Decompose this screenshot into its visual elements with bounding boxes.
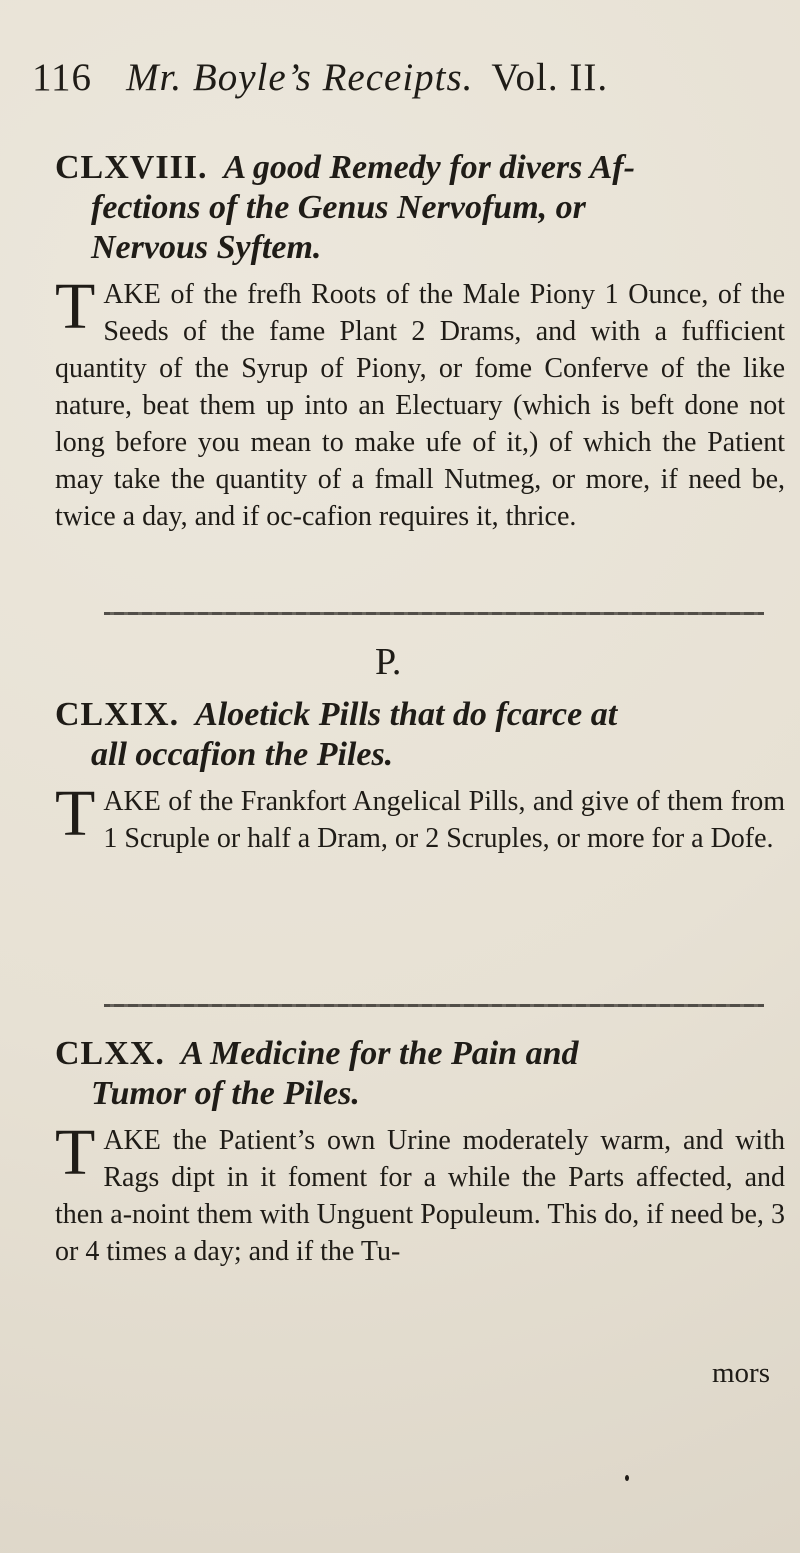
book-title: Mr. Boyle’s Receipts. [126, 56, 474, 99]
section-number: CLXIX. [55, 696, 180, 733]
section-title-line-2: all occafion the Piles. [91, 736, 394, 773]
section-body [55, 777, 785, 857]
section-body-text: AKE of the Frankfort Angelical Pills, and give of them from 1 Scruple or half a Dram, or 2 Scruples, or more for a Dofe. [103, 786, 785, 854]
page-speck [625, 1475, 629, 1481]
section-title-line-3: Nervous Syftem. [91, 229, 322, 266]
section-title-line-2: fections of the Genus Nervofum, or [91, 189, 586, 226]
section-title-line-1: Aloetick Pills that do fcarce at [195, 696, 618, 733]
section-heading [55, 695, 785, 775]
section-title-line-1: A Medicine for the Pain and [180, 1035, 579, 1072]
section-body [55, 270, 785, 535]
section-divider [104, 1004, 764, 1007]
section-heading [55, 148, 785, 268]
section-body [55, 1116, 785, 1270]
section-body-text: AKE the Patient’s own Urine moderately warm, and with Rags dipt in it foment for a while the Parts affected, and then a-noint them with Unguent Populeum. This do, if need be, 3 or 4 times a day; and if the Tu- [55, 1125, 785, 1267]
volume-label: Vol. II. [491, 56, 609, 99]
section-title-line-2: Tumor of the Piles. [91, 1075, 360, 1112]
section-number: CLXVIII. [55, 149, 208, 186]
drop-cap: T [55, 1116, 96, 1189]
receipt-section-170 [55, 1034, 785, 1270]
signature-mark: P. [375, 641, 402, 683]
section-divider [104, 612, 764, 615]
section-heading [55, 1034, 785, 1114]
drop-cap: T [55, 270, 96, 343]
page-number: 116 [32, 56, 93, 99]
section-title-line-1: A good Remedy for divers Af- [223, 149, 635, 186]
section-body-text: AKE of the frefh Roots of the Male Piony 1 Ounce, of the Seeds of the fame Plant 2 Drams, and with a fufficient quantity of the Syrup of Piony, or fome Conferve of the like nature, beat them up into an Electuary (which is beft done not long before you mean to make ufe of it,) of which the Patient may take the quantity of a fmall Nutmeg, or more, if need be, twice a day, and if oc-cafion requires it, thrice. [55, 279, 785, 532]
receipt-section-169 [55, 695, 785, 857]
running-head [32, 58, 772, 97]
catchword: mors [712, 1357, 770, 1389]
section-number: CLXX. [55, 1035, 165, 1072]
drop-cap: T [55, 777, 96, 850]
receipt-section-168 [55, 148, 785, 535]
